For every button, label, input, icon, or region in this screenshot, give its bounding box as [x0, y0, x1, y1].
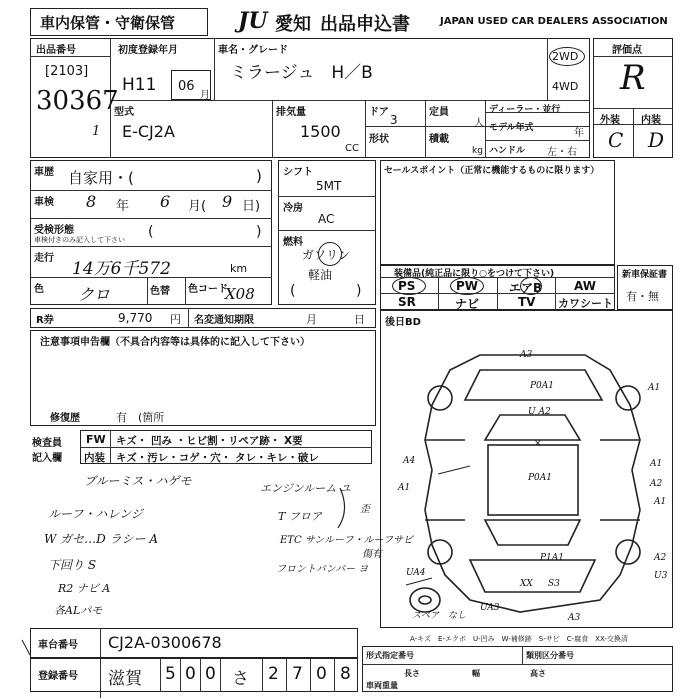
capacity-unit: 人 [474, 118, 484, 129]
diagram-mark: A2 [650, 479, 663, 489]
diagram-mark: A2 [654, 553, 667, 563]
capacity-label: 定員 [429, 107, 449, 118]
diagram-mark: A1 [648, 383, 661, 393]
notes-label: 注意事項申告欄（不具合内容等は具体的に記入して下さい） [40, 337, 310, 348]
english-title: JAPAN USED CAR DEALERS ASSOCIATION [440, 16, 668, 27]
org-name: 愛知 [275, 14, 311, 35]
diagram-mark: × [534, 439, 542, 449]
handwritten-note: W ガセ…D ラシー A [44, 532, 159, 546]
cert-width-label: 幅 [472, 669, 480, 678]
shift-label: シフト [283, 167, 313, 178]
diagram-mark: A3 [520, 350, 533, 360]
recycle-amount: 9,770 [118, 311, 153, 325]
displacement-unit: CC [345, 143, 359, 154]
diagram-mark: U A2 [528, 407, 551, 417]
inspection-label: 車検 [34, 197, 54, 208]
registration-year: H11 [122, 75, 157, 95]
model-year-label: モデル年式 [489, 123, 534, 133]
plate-number-digit: 7 [292, 664, 303, 684]
displacement-label: 排気量 [276, 107, 306, 118]
diagram-mark: なし [448, 611, 467, 621]
chassis-label: 車台番号 [38, 640, 78, 651]
history-value: 自家用・( [68, 169, 134, 187]
recycle-label: R券 [36, 315, 54, 326]
diagram-mark: A1 [654, 497, 667, 507]
diagram-mark: P0A1 [530, 381, 555, 391]
handwritten-note: ETC サンルーフ・ルーフサビ [280, 535, 414, 546]
repair-label: 修復歴 [50, 413, 80, 424]
equipment-navi: ナビ [455, 297, 480, 311]
cert-weight-label: 車両重量 [366, 681, 398, 690]
grade-value: R [620, 58, 646, 98]
diagram-mark: S3 [548, 579, 560, 589]
diagram-mark: スペア [412, 611, 440, 621]
plate-class-digit: 5 [165, 664, 176, 684]
history-label: 車歴 [34, 167, 54, 178]
diagram-mark: A1 [398, 483, 411, 493]
plate-class-digit: 0 [205, 664, 216, 684]
acceptance-note: 車検付きのみ記入して下さい [34, 236, 125, 244]
name-change-month: 月 [306, 313, 317, 326]
plate-label: 登録番号 [38, 671, 78, 682]
plate-number-digit: 0 [316, 664, 327, 684]
fuel-gasoline: ガソリン [302, 248, 351, 262]
inspector-row2-items: キズ・汚レ・コゲ・穴・ タレ・キレ・破レ [116, 452, 319, 464]
plate-class-digit: 0 [185, 664, 196, 684]
ac-value: AC [318, 212, 335, 226]
exterior-label: 外装 [600, 115, 620, 126]
inspection-month-unit: 月( [188, 199, 207, 214]
registration-month-unit: 月 [200, 90, 210, 101]
diagram-mark: A1 [650, 459, 663, 469]
model-year-unit: 年 [574, 128, 584, 139]
diagram-legend: A-キズ E-エクボ U-凹み W-補修跡 S-サビ C-腐食 XX-交換済 [410, 635, 628, 643]
drive-4wd: 4WD [552, 80, 579, 93]
diagram-mark: A4 [403, 456, 416, 466]
load-label: 積載 [429, 134, 449, 145]
equipment-sr: SR [398, 295, 416, 309]
diagram-mark: U3 [654, 571, 668, 581]
color-code-label: 色コード [188, 284, 228, 295]
history-close: ) [256, 167, 262, 185]
plate-kana: さ [232, 669, 249, 689]
handwritten-note: ブルーミス・ハゲモ [84, 474, 192, 488]
inspector-label: 検査員 [32, 438, 62, 449]
repair-value: 有 [116, 411, 127, 424]
inspection-month: 6 [160, 192, 171, 211]
inspection-year-unit: 年 [116, 199, 130, 214]
registration-month: 06 [178, 79, 195, 94]
fuel-close: ) [356, 283, 362, 299]
repair-place: (箇所 [138, 411, 165, 424]
acceptance-label: 受検形態 [34, 225, 74, 236]
cert-height-label: 高さ [530, 669, 546, 678]
ju-logo: JU [238, 8, 268, 34]
mileage-value: 14万6千572 [72, 259, 171, 279]
load-unit: kg [472, 146, 483, 156]
mileage-label: 走行 [34, 253, 54, 264]
cert-type-label: 形式指定番号 [366, 651, 414, 660]
inspector-entry-label: 記入欄 [32, 453, 62, 464]
handwritten-note: R2 ナビ A [58, 582, 111, 595]
recycle-unit: 円 [170, 313, 181, 326]
color-change-label: 色替 [150, 286, 170, 297]
sales-point-label: セールスポイント（正常に機能するものに限ります） [384, 166, 600, 176]
back-page-label: 後日BD [385, 317, 421, 328]
ac-label: 冷房 [283, 203, 303, 214]
displacement-value: 1500 [300, 122, 341, 141]
acceptance-open: ( [148, 224, 154, 240]
cert-category-label: 類別区分番号 [526, 651, 574, 660]
fuel-label: 燃料 [283, 237, 303, 248]
lot-number: 30367 [36, 86, 119, 116]
shape-label: 形状 [369, 134, 389, 145]
equipment-airbag: エアB [509, 281, 543, 295]
registration-label: 初度登録年月 [118, 45, 178, 56]
grade-label: 評価点 [612, 45, 642, 56]
handle-options: 左・右 [547, 147, 577, 158]
handwritten-note: 下回り S [48, 558, 97, 572]
inspection-day: 9 [222, 192, 233, 211]
dealer-label: ディーラー・並行 [489, 105, 561, 115]
type-value: E-CJ2A [122, 122, 175, 141]
handwritten-note: T フロア [278, 510, 322, 523]
handle-label: ハンドル [489, 146, 526, 156]
equipment-ps: PS [398, 279, 416, 293]
diagram-mark: XX [520, 579, 533, 589]
lot-label: 出品番号 [36, 45, 76, 56]
mileage-unit: km [230, 262, 248, 275]
name-change-day: 日 [354, 313, 365, 326]
warranty-label: 新車保証書 [622, 270, 668, 280]
handwritten-note: ルーフ・ハレンジ [48, 507, 143, 521]
equipment-aw: AW [574, 279, 596, 293]
drive-2wd: 2WD [552, 50, 579, 63]
model-label: 車名・グレード [218, 45, 288, 56]
lot-tick: 1 [92, 124, 101, 139]
form-title: 出品申込書 [320, 14, 410, 35]
exterior-grade: C [608, 128, 624, 152]
lot-code: [2103] [45, 64, 89, 79]
doors-label: ドア [369, 107, 389, 118]
handwritten-note: 傷有 [362, 549, 382, 560]
equipment-label: 装備品(純正品に限り○をつけて下さい) [394, 269, 555, 279]
diagram-mark: P0A1 [528, 473, 553, 483]
model-name: ミラージュ H／B [230, 63, 373, 83]
inspection-year: 8 [86, 192, 97, 211]
handwritten-note: フロントバンパー ヨ [276, 564, 369, 575]
inspector-row2-head: 内装 [84, 452, 105, 464]
fuel-open: ( [290, 283, 296, 299]
storage-note: 車内保管・守衛保管 [40, 14, 176, 32]
diagram-mark: P1A1 [540, 553, 565, 563]
equipment-tv: TV [518, 295, 536, 309]
warranty-value: 有・無 [626, 290, 659, 303]
inspection-day-unit: 日) [242, 199, 261, 214]
fuel-diesel: 軽油 [308, 268, 333, 282]
diagram-mark: UA4 [406, 568, 426, 578]
interior-grade: D [648, 128, 665, 152]
color-label: 色 [34, 284, 44, 295]
cert-length-label: 長さ [404, 669, 420, 678]
plate-number-digit: 8 [340, 664, 351, 684]
chassis-value: CJ2A-0300678 [108, 633, 222, 652]
inspector-row1-head: FW [86, 433, 106, 446]
shift-value: 5MT [316, 179, 342, 193]
plate-number-digit: 2 [268, 664, 279, 684]
interior-label: 内装 [641, 115, 661, 126]
equipment-pw: PW [456, 279, 479, 293]
handwritten-note: エンジンルーム ユ [260, 482, 351, 495]
name-change-label: 名変通知期限 [194, 315, 254, 326]
plate-region: 滋賀 [108, 669, 142, 689]
color-code: X08 [225, 285, 255, 303]
handwritten-note: 各ALパモ [54, 604, 103, 617]
acceptance-close: ) [256, 224, 262, 240]
handwritten-note: 歪 [360, 504, 370, 515]
inspector-row1-items: キズ・ 凹み ・ヒビ割・リペア跡・ X要 [116, 435, 303, 447]
type-label: 型式 [114, 107, 134, 118]
diagram-mark: UA3 [480, 603, 500, 613]
doors-value: 3 [390, 113, 398, 127]
diagram-mark: A3 [568, 613, 581, 623]
color-value: クロ [78, 285, 111, 304]
equipment-leather: カワシート [558, 297, 613, 310]
